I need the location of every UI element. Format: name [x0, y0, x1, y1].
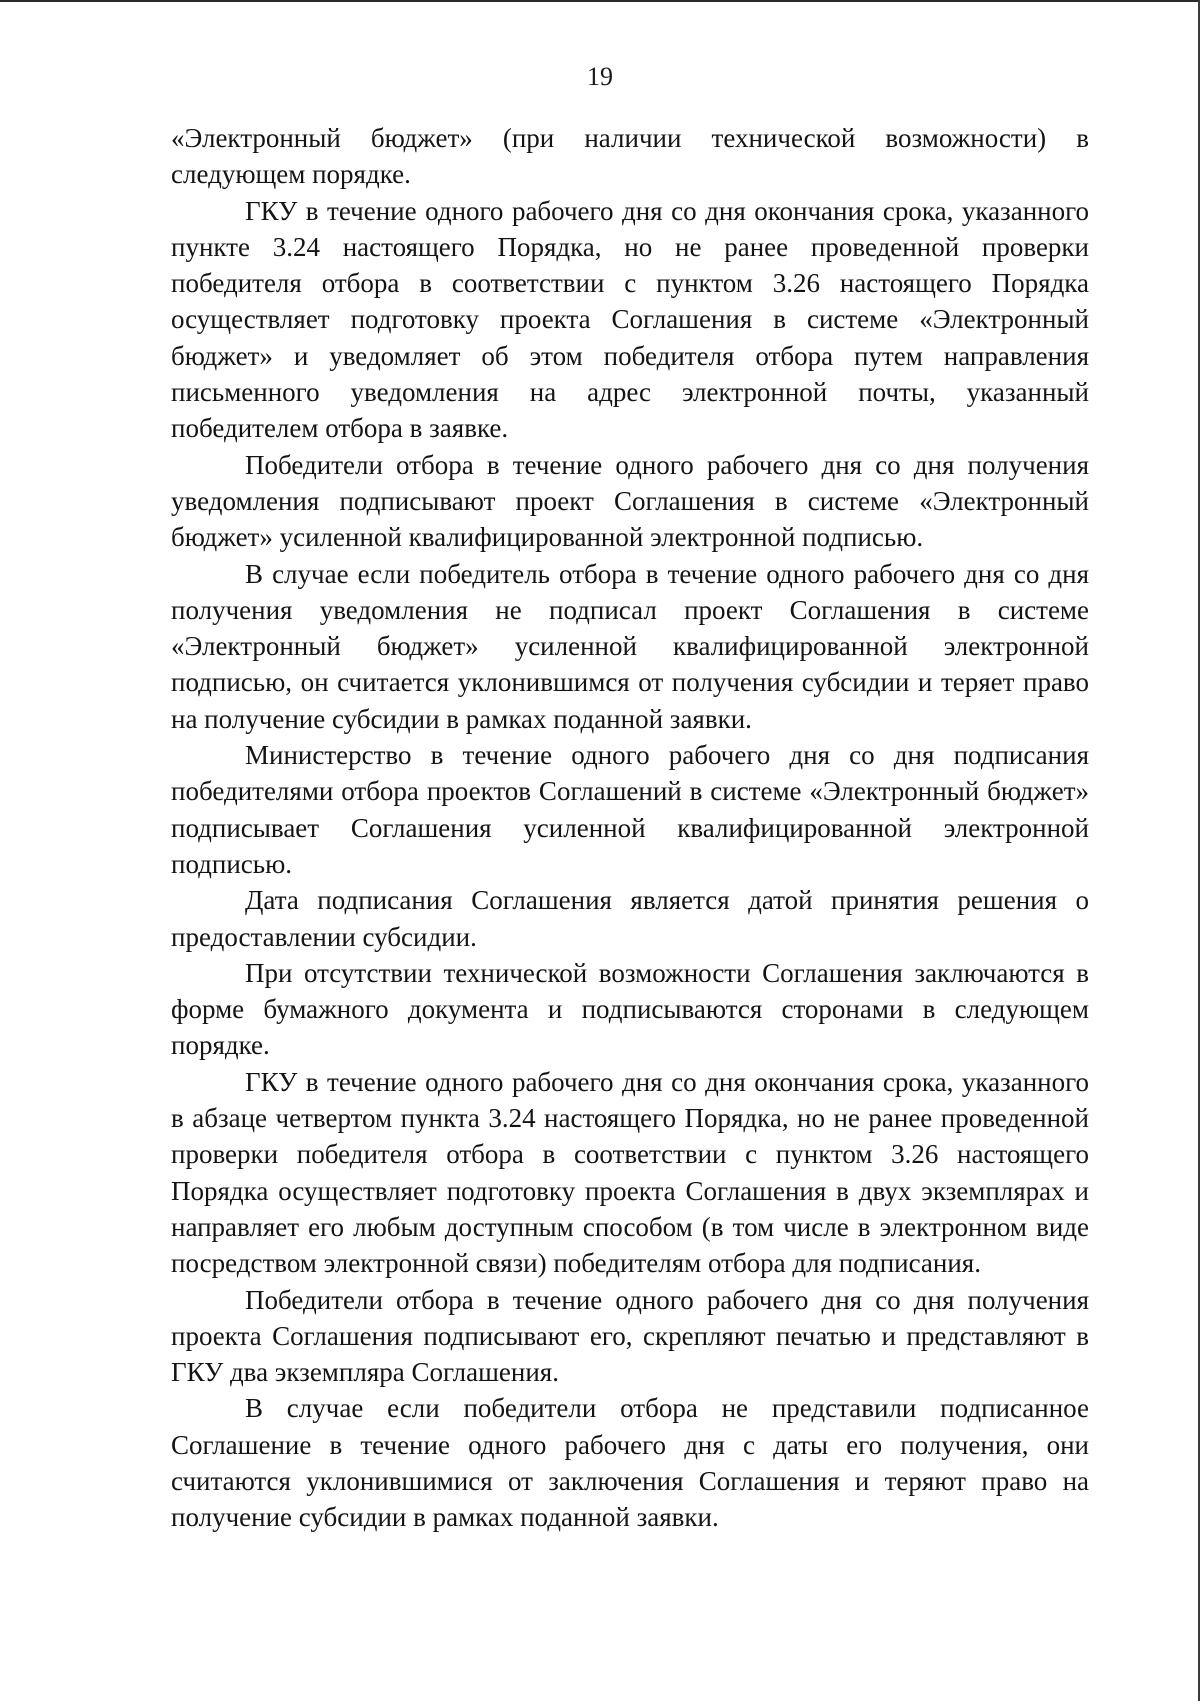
paragraph-continuation: «Электронный бюджет» (при наличии технической возможности) в следующем порядке. — [171, 123, 1089, 190]
document-body — [171, 120, 1089, 1536]
paragraph: ГКУ в течение одного рабочего дня со дня окончания срока, указанного пункте 3.24 настоящего Порядка, но не ранее проведенной проверки победителя отбора в соответствии с пунктом 3.26 настоящего Порядка осуществляет подготовку проекта Соглашения в системе «Электронный бюджет» и уведомляет об этом победителя отбора путем направления письменного уведомления на адрес электронной почты, указанный победителем отбора в заявке. — [171, 195, 1089, 444]
paragraph: Министерство в течение одного рабочего дня со дня подписания победителями отбора проектов Соглашений в системе «Электронный бюджет» подписывает Соглашения усиленной квалифицированной электронной подписью. — [171, 740, 1089, 879]
scan-edge-top — [0, 0, 1200, 2]
paragraph: Победители отбора в течение одного рабочего дня со дня получения проекта Соглашения подписывают его, скрепляют печатью и представляют в ГКУ два экземпляра Соглашения. — [171, 1284, 1089, 1388]
page-number: 19 — [587, 62, 613, 91]
paragraph: ГКУ в течение одного рабочего дня со дня окончания срока, указанного в абзаце четвертом пункта 3.24 настоящего Порядка, но не ранее проведенной проверки победителя отбора в соответствии с пунктом 3.26 настоящего Порядка осуществляет подготовку проекта Соглашения в двух экземплярах и направляет его любым доступным способом (в том числе в электронном виде посредством электронной связи) победителям отбора для подписания. — [171, 1066, 1089, 1279]
paragraph: При отсутствии технической возможности Соглашения заключаются в форме бумажного документа и подписываются сторонами в следующем порядке. — [171, 957, 1089, 1061]
paragraph: Победители отбора в течение одного рабочего дня со дня получения уведомления подписывают проект Соглашения в системе «Электронный бюджет» усиленной квалифицированной электронной подписью. — [171, 449, 1089, 553]
paragraph: Дата подписания Соглашения является датой принятия решения о предоставлении субсидии. — [171, 885, 1089, 952]
paragraph: В случае если победители отбора не представили подписанное Соглашение в течение одного рабочего дня с даты его получения, они считаются уклонившимися от заключения Соглашения и теряют право на получение субсидии в рамках поданной заявки. — [171, 1393, 1089, 1533]
paragraph: В случае если победитель отбора в течение одного рабочего дня со дня получения уведомления не подписал проект Соглашения в системе «Электронный бюджет» усиленной квалифицированной электронной подписью, он считается уклонившимся от получения субсидии и теряет право на получение субсидии в рамках поданной заявки. — [171, 558, 1089, 734]
